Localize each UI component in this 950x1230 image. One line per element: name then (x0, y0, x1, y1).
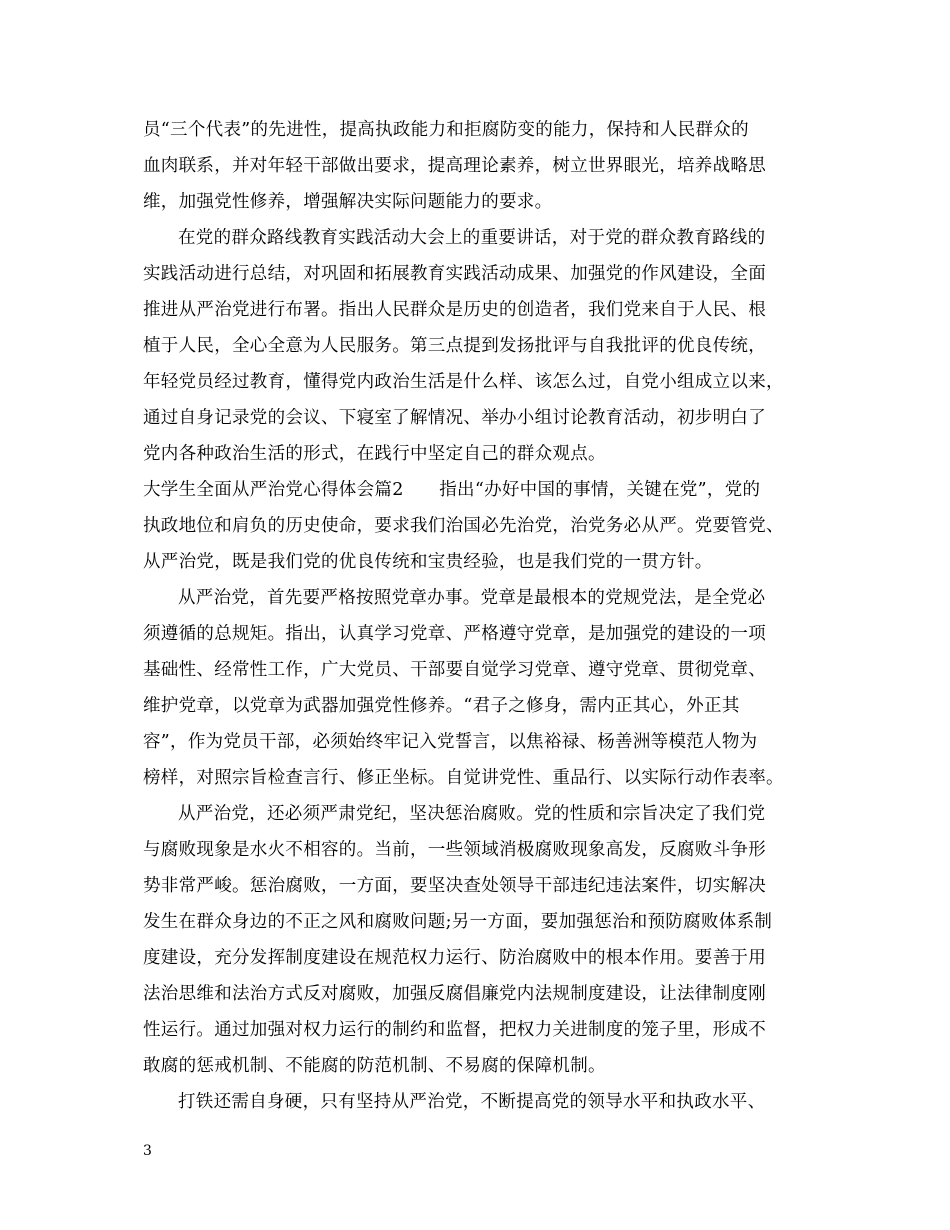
text-line: 性运行。通过加强对权力运行的制约和监督，把权力关进制度的笼子里，形成不 (143, 1020, 766, 1040)
text-line: 发生在群众身边的不正之风和腐败问题;另一方面，要加强惩治和预防腐败体系制 (143, 912, 773, 932)
text-line: 法治思维和法治方式反对腐败，加强反腐倡廉党内法规制度建设，让法律制度刚 (143, 984, 766, 1004)
text-line: 员“三个代表”的先进性，提高执政能力和拒腐防变的能力，保持和人民群众的 (143, 120, 749, 140)
text-line: 党内各种政治生活的形式，在践行中坚定自己的群众观点。 (143, 444, 606, 464)
text-line: 须遵循的总规矩。指出，认真学习党章、严格遵守党章，是加强党的建设的一项 (143, 624, 766, 644)
text-line: 在党的群众路线教育实践活动大会上的重要讲话，对于党的群众教育路线的 (178, 228, 766, 248)
text-line: 从严治党，还必须严肃党纪，坚决惩治腐败。党的性质和宗旨决定了我们党 (178, 804, 766, 824)
text-line: 植于人民，全心全意为人民服务。第三点提到发扬批评与自我批评的优良传统， (143, 336, 766, 356)
text-line: 血肉联系，并对年轻干部做出要求，提高理论素养，树立世界眼光，培养战略思 (143, 156, 766, 176)
text-line: 敢腐的惩戒机制、不能腐的防范机制、不易腐的保障机制。 (143, 1056, 606, 1076)
text-line: 打铁还需自身硬，只有坚持从严治党，不断提高党的领导水平和执政水平、 (178, 1092, 766, 1112)
page-number: 3 (143, 1143, 152, 1159)
text-line: 势非常严峻。惩治腐败，一方面，要坚决查处领导干部违纪违法案件，切实解决 (143, 876, 766, 896)
text-line: 从严治党，既是我们党的优良传统和宝贵经验，也是我们党的一贯方针。 (143, 552, 713, 572)
text-line: 与腐败现象是水火不相容的。当前，一些领域消极腐败现象高发，反腐败斗争形 (143, 840, 766, 860)
text-line: 度建设，充分发挥制度建设在规范权力运行、防治腐败中的根本作用。要善于用 (143, 948, 766, 968)
text-line: 实践活动进行总结，对巩固和拓展教育实践活动成果、加强党的作风建设，全面 (143, 264, 766, 284)
text-line: 维护党章，以党章为武器加强党性修养。“君子之修身，需内正其心，外正其 (143, 696, 740, 716)
section-heading-line: 大学生全面从严治党心得体会篇2 指出“办好中国的事情，关键在党”，党的 (143, 480, 761, 500)
text-line: 基础性、经常性工作，广大党员、干部要自觉学习党章、遵守党章、贯彻党章、 (143, 660, 766, 680)
text-line: 年轻党员经过教育，懂得党内政治生活是什么样、该怎么过，自党小组成立以来， (143, 372, 784, 392)
text-line: 推进从严治党进行布署。指出人民群众是历史的创造者，我们党来自于人民、根 (143, 300, 766, 320)
text-line: 从严治党，首先要严格按照党章办事。党章是最根本的党规党法，是全党必 (178, 588, 766, 608)
text-line: 执政地位和肩负的历史使命，要求我们治国必先治党，治党务必从严。党要管党、 (143, 516, 784, 536)
text-line: 榜样，对照宗旨检查言行、修正坐标。自觉讲党性、重品行、以实际行动作表率。 (143, 768, 784, 788)
text-line: 容”，作为党员干部，必须始终牢记入党誓言，以焦裕禄、杨善洲等模范人物为 (143, 732, 758, 752)
text-line: 维，加强党性修养，增强解决实际问题能力的要求。 (143, 192, 553, 212)
text-line: 通过自身记录党的会议、下寝室了解情况、举办小组讨论教育活动，初步明白了 (143, 408, 766, 428)
